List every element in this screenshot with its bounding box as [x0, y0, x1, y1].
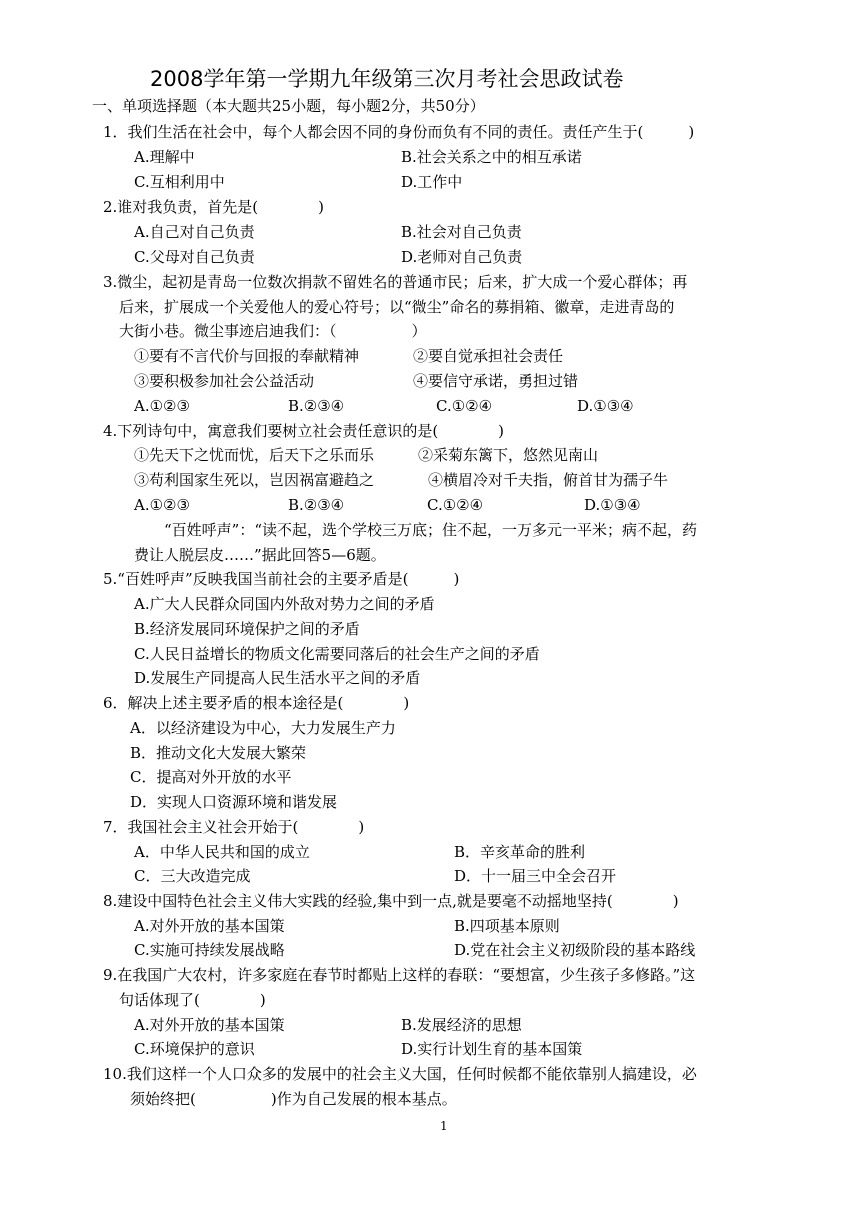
q3-option-b: B.②③④	[288, 397, 345, 415]
q4-statement-3: ③苟利国家生死以，岂因祸富避趋之	[134, 471, 375, 489]
q4-option-b: B.②③④	[288, 496, 345, 514]
q7-option-c: C．三大改造完成	[134, 867, 251, 885]
q5-option-a: A.广大人民群众同国内外敌对势力之间的矛盾	[134, 595, 435, 613]
question-6-stem: 6．解决上述主要矛盾的根本途径是( )	[103, 694, 410, 712]
page-title: 2008学年第一学期九年级第三次月考社会思政试卷	[150, 67, 624, 91]
question-3-line-3: 大街小巷。微尘事迹启迪我们：（ ）	[119, 322, 427, 340]
q9-option-d: D.实行计划生育的基本国策	[401, 1040, 583, 1058]
question-3-line-1: 3.微尘，起初是青岛一位数次捐款不留姓名的普通市民；后来，扩大成一个爱心群体；再	[103, 273, 688, 291]
question-4-stem: 4.下列诗句中，寓意我们要树立社会责任意识的是( )	[103, 422, 505, 440]
q2-option-c: C.父母对自己负责	[134, 248, 255, 266]
q5-option-d: D.发展生产同提高人民生活水平之间的矛盾	[134, 669, 421, 687]
question-5-stem: 5.“百姓呼声”反映我国当前社会的主要矛盾是( )	[103, 570, 460, 588]
q8-option-c: C.实施可持续发展战略	[134, 941, 285, 959]
material-line-1: “百姓呼声”：“读不起，选个学校三万底；住不起，一万多元一平米；病不起，药	[164, 521, 698, 539]
q4-statement-4: ④横眉冷对千夫指，俯首甘为孺子牛	[428, 471, 669, 489]
q4-option-c: C.①②④	[427, 496, 484, 514]
q6-option-c: C．提高对外开放的水平	[130, 768, 292, 786]
q3-statement-2: ②要自觉承担社会责任	[413, 347, 564, 365]
q1-option-d: D.工作中	[401, 173, 463, 191]
question-9-line-2: 句话体现了( )	[119, 991, 266, 1009]
q2-option-d: D.老师对自己负责	[401, 248, 523, 266]
q3-statement-1: ①要有不言代价与回报的奉献精神	[134, 347, 360, 365]
question-10-line-1: 10.我们这样一个人口众多的发展中的社会主义大国，任何时候都不能依靠别人搞建设，必	[103, 1065, 697, 1083]
q2-option-b: B.社会对自己负责	[401, 223, 522, 241]
material-line-2: 费让人脱层皮……”据此回答5—6题。	[134, 546, 386, 564]
page-number: 1	[440, 1119, 448, 1133]
q9-option-b: B.发展经济的思想	[401, 1016, 522, 1034]
q6-option-a: A．以经济建设为中心，大力发展生产力	[130, 719, 396, 737]
q9-option-a: A.对外开放的基本国策	[134, 1016, 285, 1034]
q2-option-a: A.自己对自己负责	[134, 223, 255, 241]
q4-statement-2: ②采菊东篱下，悠然见南山	[418, 446, 599, 464]
question-2-stem: 2.谁对我负责，首先是( )	[103, 198, 325, 216]
q8-option-a: A.对外开放的基本国策	[134, 917, 285, 935]
q1-option-c: C.互相利用中	[134, 173, 225, 191]
question-8-stem: 8.建设中国特色社会主义伟大实践的经验,集中到一点,就是要毫不动摇地坚持( )	[103, 892, 679, 910]
q1-option-b: B.社会关系之中的相互承诺	[401, 148, 582, 166]
question-3-line-2: 后来，扩展成一个关爱他人的爱心符号；以“微尘”命名的募捐箱、徽章，走进青岛的	[119, 298, 675, 316]
q1-option-a: A.理解中	[134, 148, 195, 166]
q3-option-c: C.①②④	[436, 397, 493, 415]
q7-option-a: A．中华人民共和国的成立	[134, 843, 310, 861]
q7-option-b: B．辛亥革命的胜利	[454, 843, 586, 861]
q3-statement-4: ④要信守承诺，勇担过错	[413, 372, 579, 390]
q4-statement-1: ①先天下之忧而忧，后天下之乐而乐	[134, 446, 375, 464]
q7-option-d: D．十一届三中全会召开	[454, 867, 617, 885]
section-heading: 一、单项选择题（本大题共25小题，每小题2分，共50分）	[92, 97, 485, 115]
q3-option-a: A.①②③	[134, 397, 190, 415]
q5-option-c: C.人民日益增长的物质文化需要同落后的社会生产之间的矛盾	[134, 645, 540, 663]
q8-option-b: B.四项基本原则	[454, 917, 560, 935]
q3-statement-3: ③要积极参加社会公益活动	[134, 372, 315, 390]
question-1-stem: 1．我们生活在社会中，每个人都会因不同的身份而负有不同的责任。责任产生于( )	[103, 123, 695, 141]
q9-option-c: C.环境保护的意识	[134, 1040, 255, 1058]
question-7-stem: 7．我国社会主义社会开始于( )	[103, 818, 365, 836]
q6-option-b: B．推动文化大发展大繁荣	[130, 744, 307, 762]
q8-option-d: D.党在社会主义初级阶段的基本路线	[454, 941, 696, 959]
q4-option-d: D.①③④	[584, 496, 641, 514]
q3-option-d: D.①③④	[577, 397, 634, 415]
question-10-line-2: 须始终把( )作为自己发展的根本基点。	[130, 1090, 457, 1108]
q5-option-b: B.经济发展同环境保护之间的矛盾	[134, 620, 360, 638]
q4-option-a: A.①②③	[134, 496, 190, 514]
q6-option-d: D．实现人口资源环境和谐发展	[130, 793, 338, 811]
question-9-line-1: 9.在我国广大农村，许多家庭在春节时都贴上这样的春联：“要想富，少生孩子多修路。”这	[103, 966, 696, 984]
